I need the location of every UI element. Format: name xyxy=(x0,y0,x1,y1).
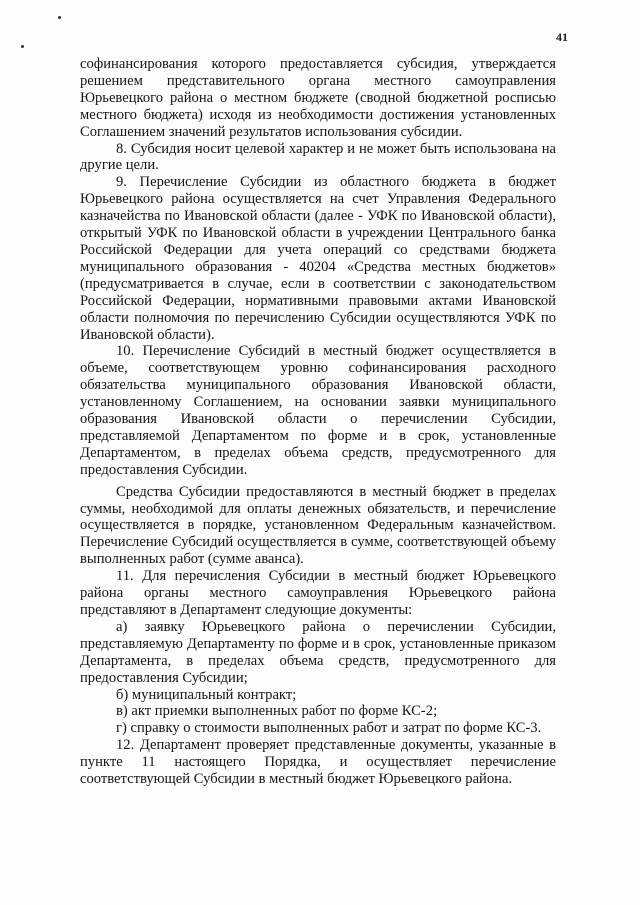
document-body xyxy=(80,56,556,788)
paragraph-11: 11. Для перечисления Субсидии в местный бюджет Юрьевецкого района органы местного самоуправления Юрьевецкого района представляют в Департамент следующие документы: xyxy=(80,568,556,618)
paragraph-12: 12. Департамент проверяет представленные документы, указанные в пункте 11 настоящего Порядка, и осуществляет перечисление соответствующей Субсидии в местный бюджет Юрьевецкого района. xyxy=(80,737,556,788)
paragraph-11-item-c: в) акт приемки выполненных работ по форме КС-2; xyxy=(116,703,438,720)
paragraph-10: 10. Перечисление Субсидий в местный бюджет осуществляется в объеме, соответствующем уровню софинансирования расходного обязательства муниципального образования Ивановской области, установленному Соглашением, на основании заявки муниципального образования Ивановской области о перечислении Субсидии, представляемой Департаментом по форме и в срок, установленные Департаментом, в пределах объема средств, предусмотренного для предоставления Субсидии. xyxy=(80,343,556,478)
paragraph-8: 8. Субсидия носит целевой характер и не может быть использована на другие цели. xyxy=(80,140,556,174)
paragraph-continuation: софинансирования которого предоставляется субсидия, утверждается решением представительного органа местного самоуправления Юрьевецкого района о местном бюджете (сводной бюджетной росписью местного бюджета) исходя из необходимости достижения установленных Соглашением значений результатов использования субсидии. xyxy=(80,56,556,140)
paragraph-11-item-a: а) заявку Юрьевецкого района о перечислении Субсидии, представляемую Департаменту по форме и в срок, установленные приказом Департамента, в пределах объема средств, предусмотренного для предоставления Субсидии; xyxy=(80,618,556,686)
scan-speck xyxy=(21,45,24,48)
paragraph-10-funds: Средства Субсидии предоставляются в местный бюджет в пределах суммы, необходимой для оплаты денежных обязательств, и перечисление осуществляется в порядке, установленном Федеральным казначейством. Перечисление Субсидий осуществляется в сумме, соответствующей объему выполненных работ (сумме аванса). xyxy=(80,483,556,568)
paragraph-11-item-d: г) справку о стоимости выполненных работ и затрат по форме КС-3. xyxy=(116,720,542,737)
page-number: 41 xyxy=(556,30,568,44)
paragraph-9: 9. Перечисление Субсидии из областного бюджета в бюджет Юрьевецкого района осуществляется на счет Управления Федерального казначейства по Ивановской области (далее - УФК по Ивановской области), открытый УФК по Ивановской области в учреждении Центрального банка Российской Федерации для учета операций со средствами бюджета муниципального образования - 40204 «Средства местных бюджетов» (предусматривается в случае, если в соответствии с законодательством Российской Федерации, нормативными правовыми актами Ивановской области полномочия по перечислению Субсидии осуществляются УФК по Ивановской области). xyxy=(80,174,556,343)
paragraph-11-item-b: б) муниципальный контракт; xyxy=(116,686,297,703)
scan-speck xyxy=(58,16,61,19)
